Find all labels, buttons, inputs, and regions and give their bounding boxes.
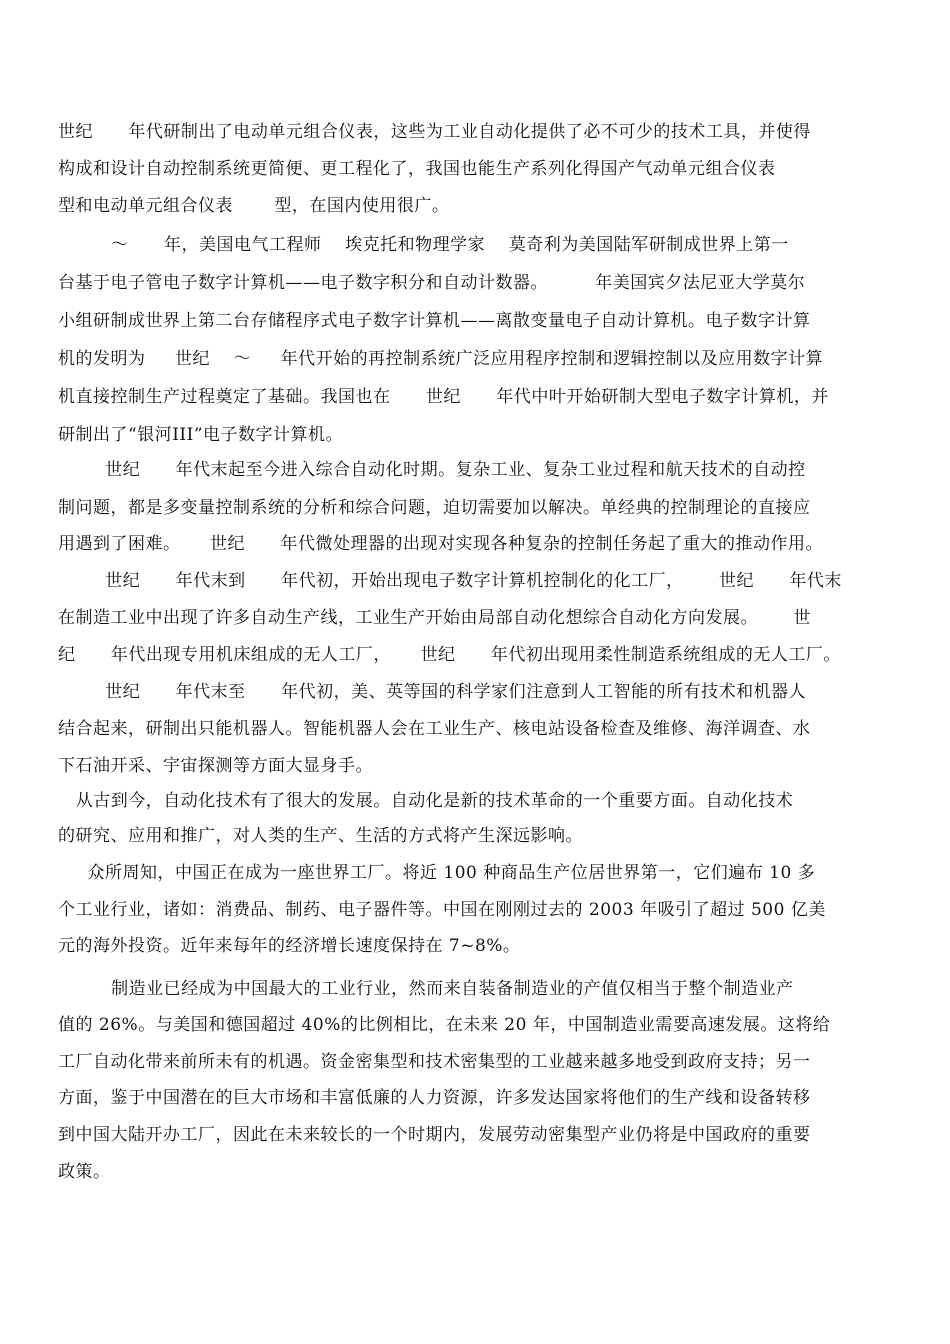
text-line: 值的 26%。与美国和德国超过 40%的比例相比，在未来 20 年，中国制造业需要高速发展。这将给 xyxy=(58,1015,831,1035)
text-line: 小组研制成世界上第二台存储程序式电子数字计算机——离散变量电子自动计算机。电子数字计算 xyxy=(58,311,811,331)
text-line: 世纪 年代末至 年代初，美、英等国的科学家们注意到人工智能的所有技术和机器人 xyxy=(58,682,807,702)
text-line: 制造业已经成为中国最大的工业行业，然而来自装备制造业的产值仅相当于整个制造业产 xyxy=(58,979,794,999)
text-line: 元的海外投资。近年来每年的经济增长速度保持在 7~8%。 xyxy=(58,936,521,956)
text-line: 型和电动单元组合仪表 型，在国内使用很广。 xyxy=(58,196,450,216)
text-line: 在制造工业中出现了许多自动生产线，工业生产开始由局部自动化想综合自动化方向发展。 世 xyxy=(58,608,811,628)
text-line: 构成和设计自动控制系统更简便、更工程化了，我国也能生产系列化得国产气动单元组合仪表 xyxy=(58,159,776,179)
text-line: 纪 年代出现专用机床组成的无人工厂， 世纪 年代初出现用柔性制造系统组成的无人工厂。 xyxy=(58,645,841,665)
text-line: 制问题，都是多变量控制系统的分析和综合问题，迫切需要加以解决。单经典的控制理论的直接应 xyxy=(58,498,811,518)
text-line: 世纪 年代末起至今进入综合自动化时期。复杂工业、复杂工业过程和航天技术的自动控 xyxy=(58,460,806,480)
text-line: 从古到今，自动化技术有了很大的发展。自动化是新的技术革命的一个重要方面。自动化技术 xyxy=(58,791,794,811)
text-line: 工厂自动化带来前所未有的机遇。资金密集型和技术密集型的工业越来越多地受到政府支持；另一 xyxy=(58,1052,811,1072)
text-line: 的研究、应用和推广，对人类的生产、生活的方式将产生深远影响。 xyxy=(58,826,583,846)
text-line: 政策。 xyxy=(58,1162,111,1182)
text-line: 研制出了“银河III”电子数字计算机。 xyxy=(58,425,344,445)
text-line: ～ 年，美国电气工程师 埃克托和物理学家 莫奇利为美国陆军研制成世界上第一 xyxy=(58,235,789,255)
text-line: 下石油开采、宇宙探测等方面大显身手。 xyxy=(58,756,373,776)
text-line: 世纪 年代研制出了电动单元组合仪表，这些为工业自动化提供了必不可少的技术工具，并使得 xyxy=(58,122,811,142)
text-line: 用遇到了困难。 世纪 年代微处理器的出现对实现各种复杂的控制任务起了重大的推动作用。 xyxy=(58,534,823,554)
text-line: 世纪 年代末到 年代初，开始出现电子数字计算机控制化的化工厂， 世纪 年代末 xyxy=(58,571,842,591)
text-line: 个工业行业，诸如：消费品、制药、电子器件等。中国在刚刚过去的 2003 年吸引了超过 500 亿美 xyxy=(58,900,826,920)
text-line: 机的发明为 世纪 ～ 年代开始的再控制系统广泛应用程序控制和逻辑控制以及应用数字计算 xyxy=(58,349,824,369)
text-line: 机直接控制生产过程奠定了基础。我国也在 世纪 年代中叶开始研制大型电子数字计算机，并 xyxy=(58,387,829,407)
text-line: 方面，鉴于中国潜在的巨大市场和丰富低廉的人力资源，许多发达国家将他们的生产线和设备转移 xyxy=(58,1088,811,1108)
text-line: 到中国大陆开办工厂，因此在未来较长的一个时期内，发展劳动密集型产业仍将是中国政府的重要 xyxy=(58,1125,811,1145)
text-line: 众所周知，中国正在成为一座世界工厂。将近 100 种商品生产位居世界第一，它们遍布 10 多 xyxy=(58,863,816,883)
text-line: 台基于电子管电子数字计算机——电子数字积分和自动计数器。 年美国宾夕法尼亚大学莫尔 xyxy=(58,273,806,293)
text-line: 结合起来，研制出只能机器人。智能机器人会在工业生产、核电站设备检查及维修、海洋调查、水 xyxy=(58,719,811,739)
